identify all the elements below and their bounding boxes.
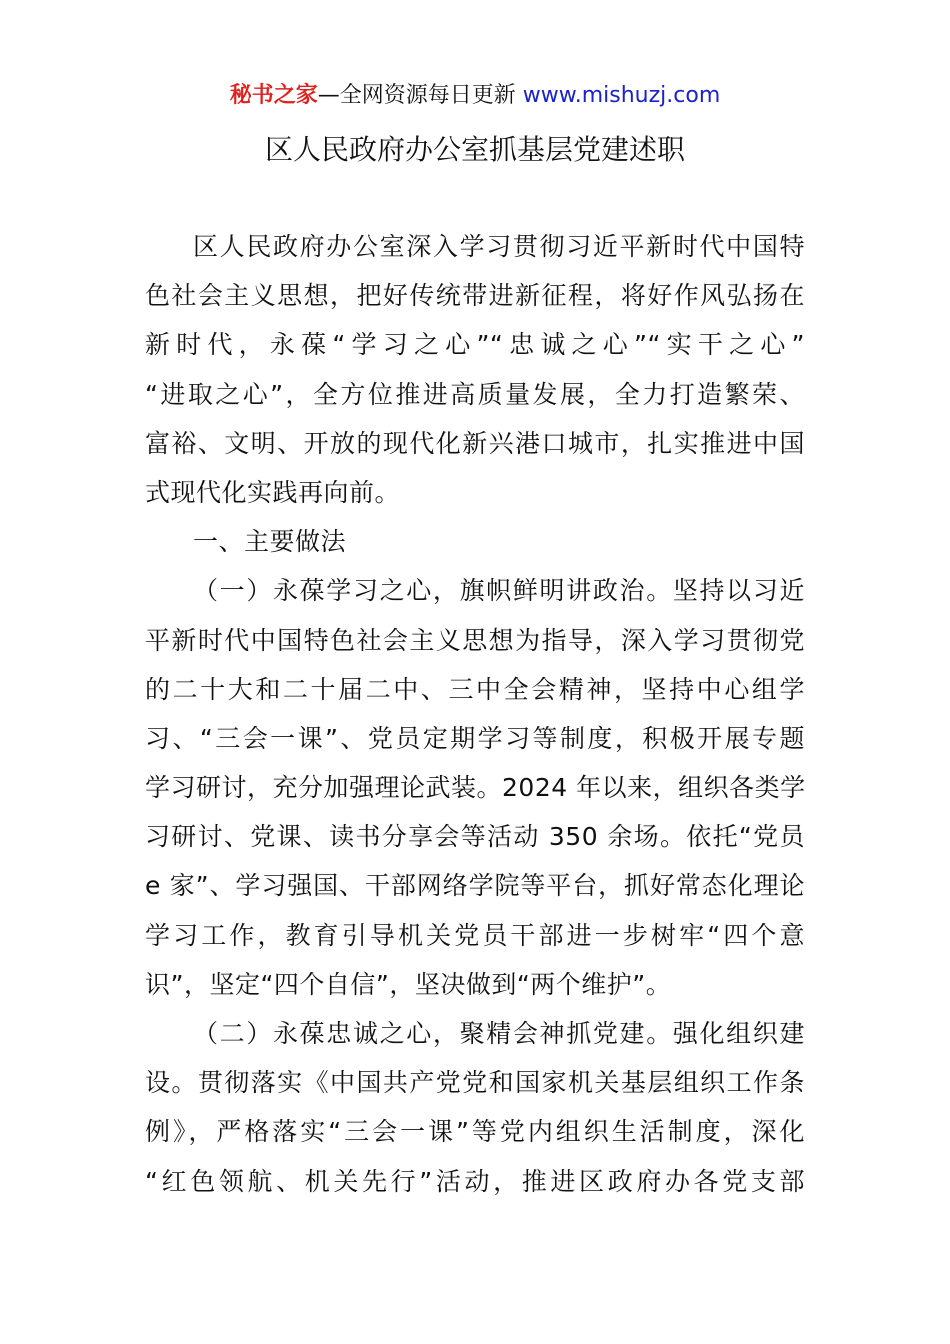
paragraph-line: “进取之心”，全方位推进高质量发展，全力打造繁荣、 (145, 379, 805, 409)
paragraph-line: 式现代化实践再向前。 (145, 477, 401, 507)
paragraph-line: 新时代，永葆“学习之心”“忠诚之心”“实干之心” (145, 330, 805, 360)
paragraph-line: 习研讨、党课、读书分享会等活动 350 余场。依托“党员 (145, 822, 805, 852)
paragraph-line: 设。贯彻落实《中国共产党党和国家机关基层组织工作条 (145, 1068, 805, 1098)
header-tagline: —全网资源每日更新 (317, 83, 523, 108)
paragraph-line: 区人民政府办公室深入学习贯彻习近平新时代中国特 (193, 232, 805, 261)
site-url-link[interactable]: www.mishuzj.com (522, 83, 721, 108)
paragraph-line: （二）永葆忠诚之心，聚精会神抓党建。强化组织建 (193, 1019, 805, 1048)
document-body (145, 222, 805, 1206)
paragraph-line: 学习研讨，充分加强理论武装。2024 年以来，组织各类学 (145, 773, 806, 803)
site-header (0, 80, 950, 112)
section-heading: 一、主要做法 (193, 527, 347, 557)
paragraph-line: 学习工作，教育引导机关党员干部进一步树牢“四个意 (145, 920, 805, 950)
paragraph-line: e 家”、学习强国、干部网络学院等平台，抓好常态化理论 (145, 871, 805, 901)
paragraph-line: 例》，严格落实“三会一课”等党内组织生活制度，深化 (145, 1117, 805, 1147)
document-title: 区人民政府办公室抓基层党建述职 (264, 133, 685, 166)
paragraph-line: 富裕、文明、开放的现代化新兴港口城市，扎实推进中国 (145, 428, 805, 458)
paragraph-line: 识”，坚定“四个自信”，坚决做到“两个维护”。 (145, 969, 672, 999)
brand-name: 秘书之家 (229, 83, 318, 108)
paragraph-line: 平新时代中国特色社会主义思想为指导，深入学习贯彻党 (145, 625, 805, 655)
paragraph-line: 的二十大和二十届二中、三中全会精神，坚持中心组学 (145, 674, 805, 704)
paragraph-line: 习、“三会一课”、党员定期学习等制度，积极开展专题 (145, 723, 805, 753)
paragraph-line: “红色领航、机关先行”活动，推进区政府办各党支部 (145, 1166, 805, 1196)
paragraph-line: 色社会主义思想，把好传统带进新征程，将好作风弘扬在 (145, 281, 805, 311)
paragraph-line: （一）永葆学习之心，旗帜鲜明讲政治。坚持以习近 (193, 576, 805, 606)
